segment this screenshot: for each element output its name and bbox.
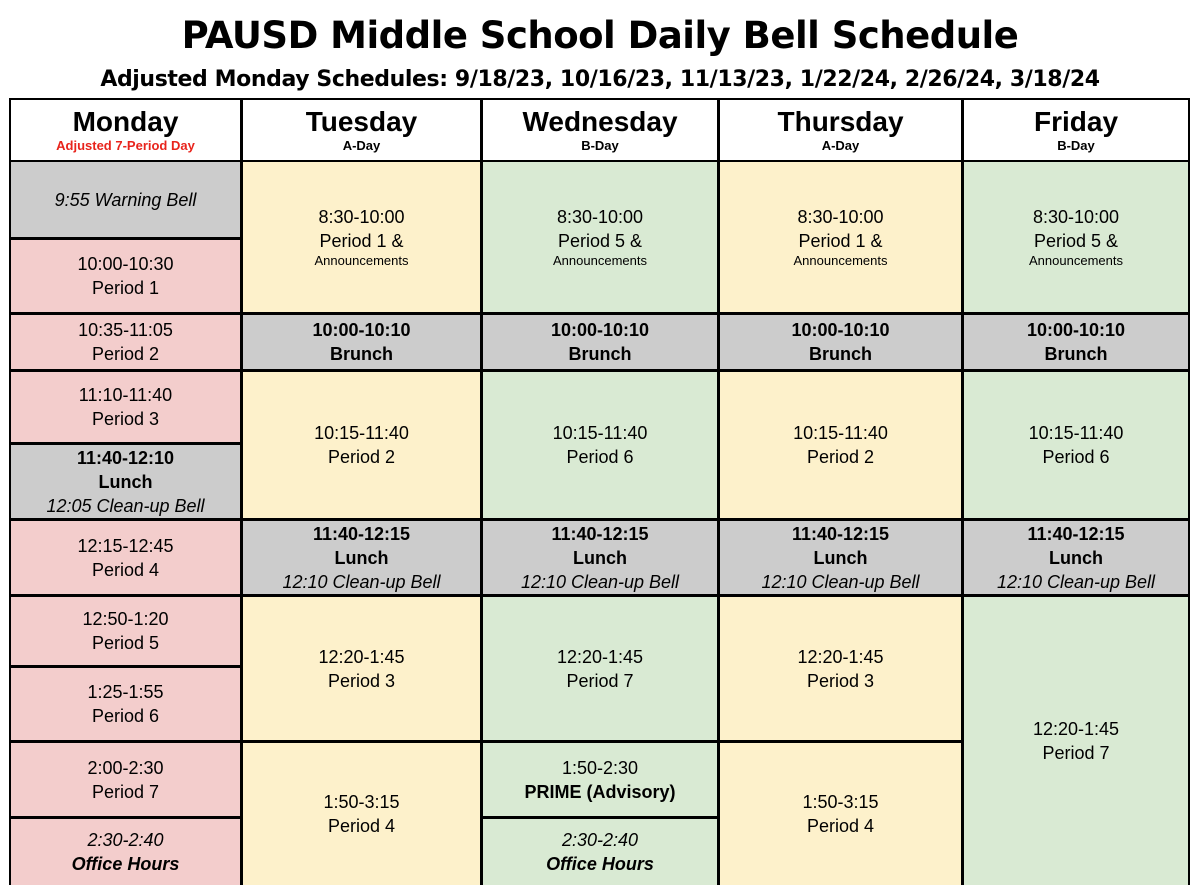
cell-label: Lunch	[334, 547, 389, 568]
cell-label: Brunch	[809, 344, 872, 364]
period-4-cell	[720, 740, 961, 885]
header-thursday	[720, 100, 961, 162]
cell-label: Period 5 &	[557, 231, 643, 251]
cell-label: Period 7	[91, 781, 160, 802]
period-6-cell	[11, 665, 240, 740]
cell-label: Lunch	[1049, 547, 1103, 568]
cell-time: 10:00-10:10	[312, 320, 411, 340]
cell-note: 12:10 Clean-up Bell	[520, 571, 680, 592]
cell-label: Brunch	[568, 344, 632, 364]
cell-label: PRIME (Advisory)	[524, 781, 676, 802]
office-hours-cell	[11, 816, 240, 885]
cell-time: 11:40-12:10	[76, 447, 175, 468]
day-name: Thursday	[777, 106, 904, 137]
prime-advisory-cell	[483, 740, 717, 816]
cell-time: 8:30-10:00	[556, 207, 644, 227]
cell-note: 12:05 Clean-up Bell	[46, 495, 205, 516]
cell-time: 12:15-12:45	[77, 535, 174, 556]
day-type: A-Day	[342, 138, 381, 153]
brunch-cell	[243, 312, 480, 369]
brunch-cell	[964, 312, 1188, 369]
lunch-cell	[483, 518, 717, 594]
cell-time: 11:40-12:15	[791, 523, 890, 544]
column-wednesday	[483, 100, 717, 885]
cell-label: Period 1	[91, 278, 160, 298]
cell-note: Announcements	[793, 253, 888, 268]
page-subtitle: Adjusted Monday Schedules: 9/18/23, 10/16/23, 11/13/23, 1/22/24, 2/26/24, 3/18/24	[100, 67, 1100, 92]
cell-label: Period 3	[91, 409, 160, 429]
cell-label: Period 5 &	[1033, 231, 1119, 251]
cell-time: 11:40-12:15	[1027, 523, 1125, 544]
cell-label: Period 6	[566, 447, 634, 467]
cell-label: Lunch	[813, 547, 868, 568]
day-type: B-Day	[1057, 138, 1095, 153]
header-tuesday	[243, 100, 480, 162]
cell-time: 10:00-10:10	[791, 320, 890, 340]
cell-label: Brunch	[1044, 344, 1108, 364]
period-3-cell	[243, 594, 480, 740]
cell-time: 2:30-2:40	[87, 830, 164, 850]
cell-label: Period 3	[327, 670, 396, 691]
period-7-cell	[964, 594, 1188, 885]
cell-label: Period 6	[1042, 447, 1110, 467]
lunch-cell	[243, 518, 480, 594]
lunch-cell	[964, 518, 1188, 594]
cell-time: 10:15-11:40	[793, 423, 888, 443]
cell-time: 8:30-10:00	[1032, 207, 1120, 227]
header-monday	[11, 100, 240, 162]
cell-time: 1:50-2:30	[561, 757, 639, 778]
cell-label: Lunch	[573, 547, 627, 568]
cell-time: 10:00-10:30	[77, 254, 174, 274]
cell-label: Office Hours	[71, 854, 180, 874]
cell-time: 8:30-10:00	[797, 207, 884, 227]
period-3-cell	[720, 594, 961, 740]
cell-label: Period 2	[806, 447, 875, 467]
cell-time: 10:00-10:10	[550, 320, 650, 340]
period-3-cell	[11, 369, 240, 442]
day-name: Monday	[72, 106, 179, 137]
cell-time: 10:00-10:10	[1026, 320, 1126, 340]
column-monday	[11, 100, 240, 885]
cell-label: Period 7	[566, 670, 634, 691]
period-2-cell	[720, 369, 961, 518]
period-6-cell	[483, 369, 717, 518]
cell-label: Period 6	[91, 706, 160, 726]
header-wednesday	[483, 100, 717, 162]
lunch-cell	[720, 518, 961, 594]
warning-bell-cell	[11, 162, 240, 237]
cell-label: Brunch	[330, 344, 393, 364]
cell-note: 12:10 Clean-up Bell	[996, 571, 1156, 592]
day-type: Adjusted 7-Period Day	[56, 138, 195, 153]
cell-time: 12:50-1:20	[82, 609, 169, 629]
period-1-cell	[720, 162, 961, 312]
cell-time: 1:25-1:55	[87, 682, 164, 702]
period-5-cell	[964, 162, 1188, 312]
cell-note: Announcements	[1029, 253, 1123, 268]
period-2-cell	[243, 369, 480, 518]
period-7-cell	[483, 594, 717, 740]
cell-time: 12:20-1:45	[797, 646, 884, 667]
period-1-cell	[243, 162, 480, 312]
cell-label: Period 5	[91, 633, 160, 653]
cell-label: Period 4	[806, 816, 875, 836]
brunch-cell	[483, 312, 717, 369]
cell-label: 9:55 Warning Bell	[54, 189, 197, 210]
cell-label: Period 1 &	[319, 231, 404, 251]
cell-label: Period 2	[327, 447, 396, 467]
schedule-table	[9, 98, 1190, 885]
cell-label: Period 2	[91, 344, 160, 364]
cell-label: Period 4	[91, 559, 160, 580]
cell-label: Period 3	[806, 670, 875, 691]
lunch-cell	[11, 442, 240, 518]
cell-time: 12:20-1:45	[1032, 719, 1120, 739]
column-tuesday	[243, 100, 480, 885]
cell-time: 1:50-3:15	[323, 792, 400, 812]
period-4-cell	[243, 740, 480, 885]
period-7-cell	[11, 740, 240, 816]
day-name: Tuesday	[305, 106, 418, 137]
period-2-cell	[11, 312, 240, 369]
cell-note: Announcements	[553, 253, 647, 268]
day-type: A-Day	[821, 138, 860, 153]
period-5-cell	[11, 594, 240, 665]
cell-time: 11:40-12:15	[312, 523, 411, 544]
cell-time: 10:15-11:40	[314, 423, 409, 443]
cell-time: 10:15-11:40	[1028, 423, 1124, 443]
period-6-cell	[964, 369, 1188, 518]
cell-label: Lunch	[98, 471, 153, 492]
column-thursday	[720, 100, 961, 885]
cell-time: 11:40-12:15	[551, 523, 649, 544]
cell-note: Announcements	[314, 253, 409, 268]
cell-note: 12:10 Clean-up Bell	[761, 571, 920, 592]
cell-label: Period 1 &	[798, 231, 883, 251]
period-4-cell	[11, 518, 240, 594]
cell-label: Period 4	[327, 816, 396, 836]
cell-time: 12:20-1:45	[556, 646, 644, 667]
brunch-cell	[720, 312, 961, 369]
cell-time: 2:30-2:40	[561, 830, 639, 850]
cell-label: Office Hours	[546, 854, 654, 874]
day-name: Wednesday	[522, 106, 678, 137]
cell-time: 11:10-11:40	[78, 385, 173, 405]
cell-time: 2:00-2:30	[87, 757, 164, 778]
page-title: PAUSD Middle School Daily Bell Schedule	[181, 14, 1019, 57]
period-1-cell	[11, 237, 240, 312]
column-friday	[964, 100, 1188, 885]
day-type: B-Day	[581, 138, 619, 153]
cell-time: 10:35-11:05	[78, 320, 173, 340]
cell-label: Period 7	[1042, 743, 1110, 763]
day-name: Friday	[1033, 106, 1119, 137]
header-friday	[964, 100, 1188, 162]
cell-time: 10:15-11:40	[552, 423, 648, 443]
office-hours-cell	[483, 816, 717, 885]
cell-time: 1:50-3:15	[802, 792, 879, 812]
cell-note: 12:10 Clean-up Bell	[282, 571, 441, 592]
period-5-cell	[483, 162, 717, 312]
cell-time: 8:30-10:00	[318, 207, 405, 227]
cell-time: 12:20-1:45	[318, 646, 405, 667]
